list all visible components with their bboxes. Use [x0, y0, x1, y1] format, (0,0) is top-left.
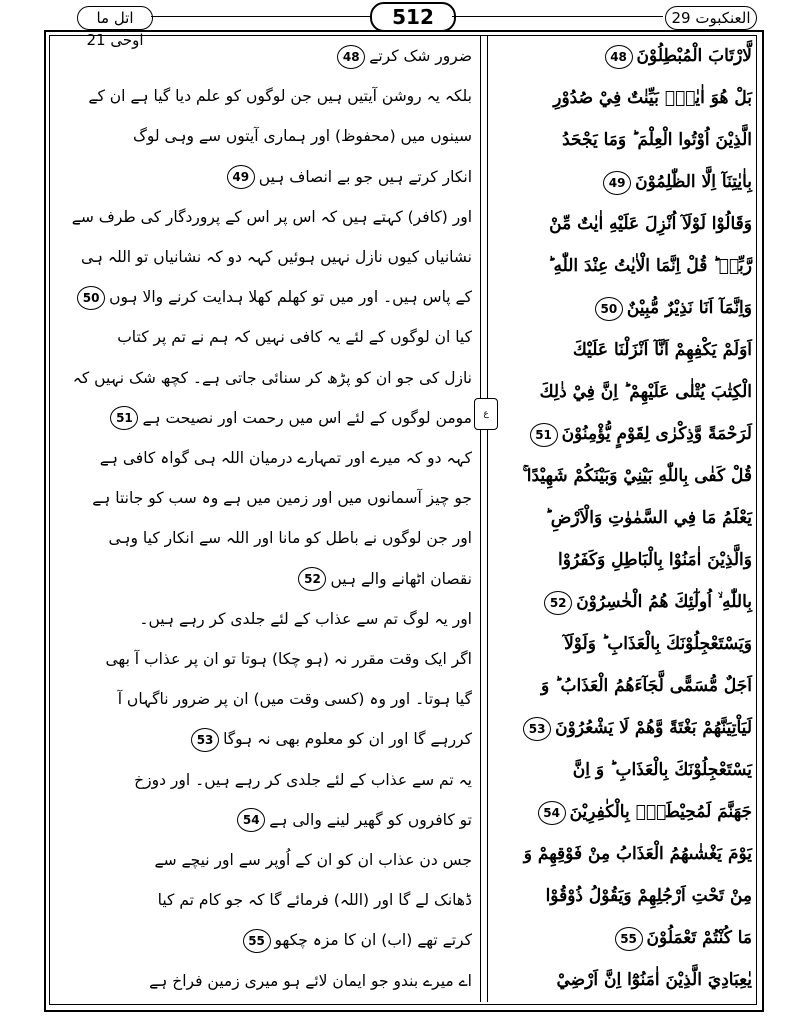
arabic-text: الَّذِيْنَ اُوْتُوا الْعِلْمَ ؕ وَمَا يَجْحَدُ	[562, 130, 752, 150]
arabic-text: مِنْ تَحْتِ اَرْجُلِهِمْ وَيَقُوْلُ ذُوْقُوْا	[545, 886, 752, 906]
verse-number-marker: 51	[530, 423, 558, 447]
urdu-text: اور یہ لوگ تم سے عذاب کے لئے جلدی کر رہے ہیں۔	[139, 609, 472, 628]
verse-number-marker: 54	[538, 801, 566, 825]
urdu-line	[60, 842, 472, 878]
arabic-line	[502, 206, 752, 242]
urdu-line	[60, 520, 472, 556]
urdu-line	[60, 360, 472, 396]
arabic-line	[502, 962, 752, 998]
verse-number-marker: 49	[603, 171, 631, 195]
verse-number-marker: 51	[110, 406, 138, 430]
urdu-text: ضرور شک کرتے	[369, 47, 472, 65]
arabic-text: بِاللّٰهِ ۙ اُولٰٓئِكَ هُمُ الْخٰسِرُوْنَ	[576, 592, 752, 612]
urdu-line	[60, 400, 472, 436]
urdu-line	[60, 561, 472, 597]
arabic-line	[502, 332, 752, 368]
urdu-text: کررہے گا اور ان کو معلوم بھی نہ ہوگا	[223, 730, 472, 749]
arabic-line	[502, 248, 752, 284]
urdu-line	[60, 882, 472, 918]
arabic-text: بِاٰيٰتِنَآ اِلَّا الظّٰلِمُوْنَ	[635, 172, 752, 192]
urdu-line	[60, 721, 472, 757]
arabic-line	[502, 500, 752, 536]
arabic-text: لَّارْتَابَ الْمُبْطِلُوْنَ	[636, 46, 752, 66]
arabic-text: لَيَاْتِيَنَّهُمْ بَغْتَةً وَّهُمْ لَا يَشْعُرُوْنَ	[555, 718, 752, 738]
urdu-text: تو کافروں کو گھیر لینے والی ہے	[269, 810, 472, 829]
verse-number-marker: 55	[615, 927, 643, 951]
urdu-text: سینوں میں (محفوظ) اور ہماری آیتوں سے وہی لوگ	[132, 127, 472, 146]
urdu-line	[60, 239, 472, 275]
verse-number-marker: 53	[523, 717, 551, 741]
arabic-text: رَّبِّهٖ ؕ قُلْ اِنَّمَا الْاٰيٰتُ عِنْدَ اللّٰهِ ؕ	[548, 256, 752, 276]
urdu-text: نقصان اٹھانے والے ہیں	[330, 569, 472, 588]
arabic-line	[502, 374, 752, 410]
arabic-line	[502, 668, 752, 704]
urdu-line	[60, 762, 472, 798]
arabic-line	[502, 458, 752, 494]
urdu-text: جس دن عذاب ان کو ان کے اُوپر سے اور نیچے سے	[154, 851, 472, 869]
urdu-line	[60, 38, 472, 74]
arabic-text: يَسْتَعْجِلُوْنَكَ بِالْعَذَابِ ؕ وَ اِنَّ	[572, 760, 752, 780]
arabic-text: لَرَحْمَةً وَّذِكْرٰى لِقَوْمٍ يُّؤْمِنُوْنَ	[561, 424, 752, 444]
urdu-text: مومن لوگوں کے لئے اس میں رحمت اور نصیحت ہے	[142, 408, 472, 427]
arabic-text: قُلْ كَفٰى بِاللّٰهِ بَيْنِيْ وَبَيْنَكُمْ شَهِيْدًا ۚ	[522, 466, 752, 486]
arabic-line	[502, 80, 752, 116]
arabic-text: بَلْ هُوَ اٰيٰتٌۢ بَيِّنٰتٌ فِيْ صُدُوْرِ	[553, 88, 752, 108]
urdu-text: اگر ایک وقت مقرر نہ (ہو چکا) ہوتا تو ان پر عذاب آ بھی	[105, 650, 472, 668]
arabic-text: اَوَلَمْ يَكْفِهِمْ اَنَّآ اَنْزَلْنَا عَلَيْكَ	[572, 340, 752, 360]
arabic-line	[502, 794, 752, 830]
verse-number-marker: 48	[337, 45, 365, 69]
page-number: 512	[370, 2, 456, 32]
verse-number-marker: 50	[595, 297, 623, 321]
arabic-line	[502, 122, 752, 158]
urdu-line	[60, 199, 472, 235]
arabic-text: وَيَسْتَعْجِلُوْنَكَ بِالْعَذَابِ ؕ وَلَوْلَآ	[564, 634, 752, 654]
urdu-text: یہ تم سے عذاب کے لئے جلدی کر رہے ہیں۔ اور دوزخ	[134, 770, 472, 789]
verse-number-marker: 52	[544, 591, 572, 615]
arabic-line	[502, 584, 752, 620]
arabic-line	[502, 920, 752, 956]
arabic-line	[502, 164, 752, 200]
arabic-text: يَعْلَمُ مَا فِي السَّمٰوٰتِ وَالْاَرْضِ ؕ	[545, 508, 752, 528]
verse-number-marker: 49	[227, 165, 255, 189]
column-divider	[478, 36, 492, 1002]
arabic-line	[502, 710, 752, 746]
urdu-text: بلکہ یہ روشن آیتیں ہیں جن لوگوں کو علم دیا گیا ہے ان کے	[88, 87, 472, 106]
urdu-line	[60, 118, 472, 154]
surah-label: العنکبوت 29	[665, 6, 757, 30]
urdu-line	[60, 440, 472, 476]
urdu-text: اور جن لوگوں نے باطل کو مانا اور اللہ سے انکار کیا وہی	[108, 529, 472, 548]
arabic-text: وَقَالُوْا لَوْلَآ اُنْزِلَ عَلَيْهِ اٰيٰتٌ مِّنْ	[549, 214, 752, 234]
urdu-text: کرتے تھے (اب) ان کا مزہ چکھو	[274, 931, 472, 950]
arabic-line	[502, 836, 752, 872]
urdu-text: کے پاس ہیں۔ اور میں تو کھلم کھلا ہدایت کرنے والا ہوں	[109, 288, 472, 307]
juz-label: اتل ما اوحی 21	[77, 6, 153, 30]
urdu-text: کیا ان لوگوں کے لئے یہ کافی نہیں کہ ہم نے تم پر کتاب	[117, 328, 472, 347]
urdu-text: جو چیز آسمانوں میں اور زمین میں ہے وہ سب کو جانتا ہے	[92, 489, 472, 508]
page-header	[55, 2, 751, 49]
urdu-text: نشانیاں کیوں نازل نہیں ہوئیں کہہ دو کہ نشانیاں تو اللہ ہی	[80, 248, 472, 266]
urdu-line	[60, 641, 472, 677]
urdu-line	[60, 922, 472, 958]
verse-number-marker: 54	[237, 808, 265, 832]
verse-number-marker: 50	[77, 286, 105, 310]
arabic-line	[502, 38, 752, 74]
urdu-line	[60, 681, 472, 717]
arabic-line	[502, 290, 752, 326]
verse-number-marker: 55	[243, 929, 271, 953]
urdu-text: گیا ہوتا۔ اور وہ (کسی وقت میں) ان پر ضرور ناگہاں آ	[117, 690, 472, 709]
urdu-line	[60, 963, 472, 999]
ruku-marker: ع	[474, 398, 498, 430]
arabic-text: جَهَنَّمَ لَمُحِيْطَةٌۢ بِالْكٰفِرِيْنَ	[569, 802, 752, 822]
urdu-line	[60, 802, 472, 838]
arabic-text: يٰعِبَادِيَ الَّذِيْنَ اٰمَنُوْٓا اِنَّ اَرْضِيْ	[556, 970, 752, 990]
verse-number-marker: 52	[298, 567, 326, 591]
arabic-line	[502, 752, 752, 788]
arabic-text: وَاِنَّمَآ اَنَا نَذِيْرٌ مُّبِيْنٌ	[626, 298, 752, 318]
verse-number-marker: 48	[605, 45, 633, 69]
arabic-text: الْكِتٰبَ يُتْلٰى عَلَيْهِمْ ؕ اِنَّ فِيْ ذٰلِكَ	[539, 382, 752, 402]
urdu-text: انکار کرتے ہیں جو بے انصاف ہیں	[258, 167, 472, 186]
urdu-text: کہہ دو کہ میرے اور تمہارے درمیان اللہ ہی گواہ کافی ہے	[99, 449, 472, 467]
arabic-text: اَجَلٌ مُّسَمًّى لَّجَآءَهُمُ الْعَذَابُ ؕ وَ	[540, 676, 752, 696]
arabic-line	[502, 542, 752, 578]
arabic-line	[502, 416, 752, 452]
urdu-line	[60, 279, 472, 315]
urdu-text: اے میرے بندو جو ایمان لائے ہو میری زمین فراخ ہے	[149, 971, 472, 990]
urdu-text: ڈھانک لے گا اور (اللہ) فرمائے گا کہ جو کام تم کیا	[157, 891, 472, 910]
arabic-text: وَالَّذِيْنَ اٰمَنُوْا بِالْبَاطِلِ وَكَفَرُوْا	[558, 550, 752, 570]
urdu-line	[60, 601, 472, 637]
urdu-text: اور (کافر) کہتے ہیں کہ اس پر اس کے پروردگار کی طرف سے	[71, 207, 472, 226]
arabic-text: مَا كُنْتُمْ تَعْمَلُوْنَ	[646, 928, 752, 948]
arabic-text: يَوْمَ يَغْشٰىهُمُ الْعَذَابُ مِنْ فَوْقِهِمْ وَ	[523, 844, 752, 864]
urdu-line	[60, 480, 472, 516]
verse-number-marker: 53	[191, 728, 219, 752]
urdu-text: نازل کی جو ان کو پڑھ کر سنائی جاتی ہے۔ کچھ شک نہیں کہ	[72, 368, 472, 387]
arabic-line	[502, 626, 752, 662]
header-rule-right	[452, 16, 663, 17]
urdu-line	[60, 78, 472, 114]
header-rule-left	[151, 16, 370, 17]
urdu-line	[60, 159, 472, 195]
urdu-line	[60, 319, 472, 355]
arabic-line	[502, 878, 752, 914]
